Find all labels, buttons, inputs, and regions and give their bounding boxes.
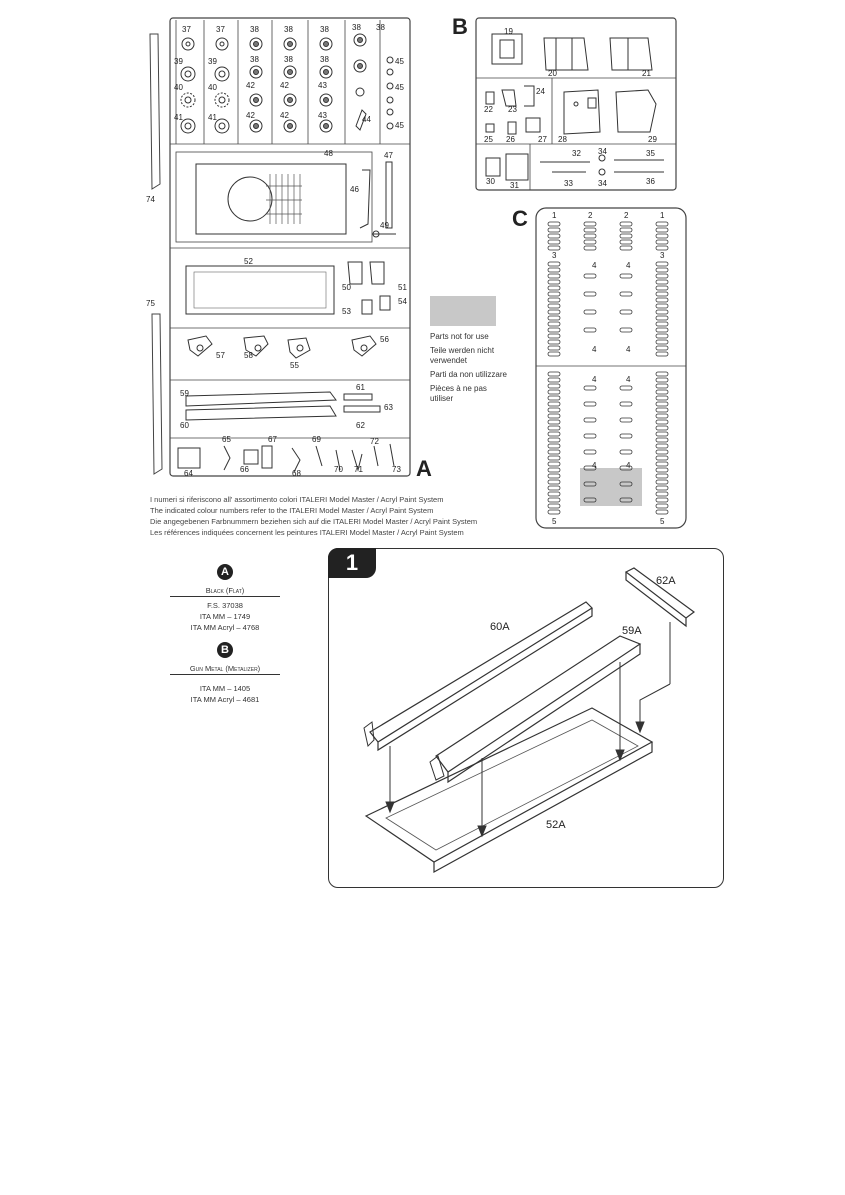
part-48: 48	[324, 149, 333, 158]
track-link	[548, 390, 560, 394]
track-link	[548, 246, 560, 250]
track-link	[656, 456, 668, 460]
track-link	[548, 222, 560, 226]
paint-b-acryl: ITA MM Acryl – 4681	[190, 695, 260, 704]
track-link	[620, 450, 632, 454]
track-link	[548, 480, 560, 484]
link-4-h: 4	[626, 461, 631, 470]
paint-b	[170, 642, 280, 705]
sprue-a-drawing	[140, 14, 440, 484]
track-link	[656, 384, 668, 388]
part-64: 64	[184, 469, 193, 478]
track-link	[620, 310, 632, 314]
track-link	[548, 298, 560, 302]
part-25: 25	[484, 135, 493, 144]
link-5-a: 5	[552, 517, 557, 526]
part-71: 71	[354, 465, 363, 474]
track-link	[656, 474, 668, 478]
step-number: 1	[328, 548, 376, 578]
part-30: 30	[486, 177, 495, 186]
track-link	[620, 234, 632, 238]
track-link	[548, 384, 560, 388]
part-38-b: 38	[284, 25, 293, 34]
not-for-use-swatch	[430, 296, 496, 326]
track-link	[548, 438, 560, 442]
link-2-b: 2	[624, 211, 629, 220]
part-43-a: 43	[318, 81, 327, 90]
track-link	[656, 432, 668, 436]
part-45-b: 45	[395, 83, 404, 92]
track-link	[656, 420, 668, 424]
track-link	[620, 240, 632, 244]
track-link	[656, 414, 668, 418]
part-57: 57	[216, 351, 225, 360]
part-38-c: 38	[320, 25, 329, 34]
part-68: 68	[292, 469, 301, 478]
track-link	[656, 450, 668, 454]
paint-a-badge: A	[217, 564, 233, 580]
track-link	[620, 434, 632, 438]
part-53: 53	[342, 307, 351, 316]
note-fr: Les références indiquées concernent les peintures ITALERI Model Master / Acryl Paint System	[150, 528, 464, 537]
track-link	[584, 402, 596, 406]
track-link	[620, 246, 632, 250]
track-link	[656, 268, 668, 272]
track-link	[656, 486, 668, 490]
part-31: 31	[510, 181, 519, 190]
track-link	[548, 322, 560, 326]
track-link	[548, 456, 560, 460]
part-42-b: 42	[280, 81, 289, 90]
sprue-c-drawing	[512, 206, 692, 532]
track-link	[656, 402, 668, 406]
track-link	[656, 280, 668, 284]
track-link	[548, 468, 560, 472]
track-link	[656, 378, 668, 382]
part-38-h: 38	[320, 55, 329, 64]
track-link	[656, 480, 668, 484]
legend-line-de1: Teile werden nicht	[430, 346, 495, 355]
link-3-a: 3	[552, 251, 557, 260]
part-38-f: 38	[250, 55, 259, 64]
part-46: 46	[350, 185, 359, 194]
part-36: 36	[646, 177, 655, 186]
part-39-b: 39	[208, 57, 217, 66]
part-44: 44	[362, 115, 371, 124]
not-for-use-shading	[580, 468, 642, 506]
part-55: 55	[290, 361, 299, 370]
track-link	[548, 408, 560, 412]
link-4-a: 4	[592, 261, 597, 270]
track-link	[548, 304, 560, 308]
track-link	[656, 462, 668, 466]
track-link	[656, 498, 668, 502]
link-1-b: 1	[660, 211, 665, 220]
part-73: 73	[392, 465, 401, 474]
part-45-a: 45	[395, 57, 404, 66]
part-43-b: 43	[318, 111, 327, 120]
track-link	[620, 222, 632, 226]
track-link	[548, 346, 560, 350]
part-38-g: 38	[284, 55, 293, 64]
track-link	[548, 228, 560, 232]
part-38-d: 38	[352, 23, 361, 32]
part-20: 20	[548, 69, 557, 78]
part-69: 69	[312, 435, 321, 444]
track-link	[548, 372, 560, 376]
track-link	[656, 468, 668, 472]
note-de: Die angegebenen Farbnummern beziehen sich auf die ITALERI Model Master / Acryl Paint System	[150, 517, 478, 526]
legend-text	[430, 332, 507, 404]
part-38-e: 38	[376, 23, 385, 32]
part-72: 72	[370, 437, 379, 446]
track-link	[548, 316, 560, 320]
track-link	[656, 328, 668, 332]
part-32: 32	[572, 149, 581, 158]
part-61: 61	[356, 383, 365, 392]
link-5-b: 5	[660, 517, 665, 526]
part-65: 65	[222, 435, 231, 444]
track-link	[656, 292, 668, 296]
track-link	[548, 262, 560, 266]
legend-line-it: Parti da non utilizzare	[430, 370, 507, 379]
track-link	[656, 492, 668, 496]
note-en: The indicated colour numbers refer to the ITALERI Model Master / Acryl Paint System	[150, 506, 434, 515]
sprue-b-label: B	[452, 14, 468, 39]
link-4-e: 4	[592, 375, 597, 384]
sprue-b-drawing	[452, 14, 682, 194]
track-link	[548, 402, 560, 406]
track-link	[548, 432, 560, 436]
track-link	[656, 274, 668, 278]
link-4-d: 4	[626, 345, 631, 354]
part-66: 66	[240, 465, 249, 474]
paint-b-mm: ITA MM – 1405	[199, 684, 251, 693]
track-link	[656, 262, 668, 266]
track-link	[584, 386, 596, 390]
part-45-c: 45	[395, 121, 404, 130]
link-1-a: 1	[552, 211, 557, 220]
track-link	[584, 234, 596, 238]
track-link	[548, 274, 560, 278]
part-70: 70	[334, 465, 343, 474]
track-link	[548, 268, 560, 272]
legend-line-fr1: Pièces à ne pas	[430, 384, 487, 393]
part-42-d: 42	[280, 111, 289, 120]
track-link	[620, 418, 632, 422]
part-37-a: 37	[182, 25, 191, 34]
part-19: 19	[504, 27, 513, 36]
track-link	[656, 372, 668, 376]
step-part-62: 62A	[656, 575, 676, 587]
part-63: 63	[384, 403, 393, 412]
part-74: 74	[146, 195, 155, 204]
track-link	[656, 352, 668, 356]
track-link	[548, 450, 560, 454]
track-link	[656, 228, 668, 232]
track-link	[656, 316, 668, 320]
track-link	[656, 340, 668, 344]
track-link	[656, 240, 668, 244]
track-link	[656, 246, 668, 250]
track-link	[584, 328, 596, 332]
track-link	[656, 234, 668, 238]
paint-b-badge: B	[217, 642, 233, 658]
track-link	[548, 310, 560, 314]
track-link	[548, 414, 560, 418]
part-39-a: 39	[174, 57, 183, 66]
legend-line-fr2: utiliser	[430, 394, 454, 403]
part-22: 22	[484, 105, 493, 114]
track-link	[548, 474, 560, 478]
track-link	[584, 450, 596, 454]
track-link	[548, 234, 560, 238]
paint-a-fs: F.S. 37038	[207, 601, 243, 610]
sprue-c-label: C	[512, 206, 528, 231]
track-link	[620, 292, 632, 296]
part-35: 35	[646, 149, 655, 158]
track-link	[584, 240, 596, 244]
part-29: 29	[648, 135, 657, 144]
track-link	[548, 334, 560, 338]
track-link	[656, 504, 668, 508]
paint-a	[170, 564, 280, 633]
part-41-a: 41	[174, 113, 183, 122]
step-part-60: 60A	[490, 621, 510, 633]
track-link	[656, 390, 668, 394]
track-link	[584, 222, 596, 226]
part-26: 26	[506, 135, 515, 144]
part-60: 60	[180, 421, 189, 430]
part-40-a: 40	[174, 83, 183, 92]
track-link	[656, 438, 668, 442]
part-42-c: 42	[246, 111, 255, 120]
step-1-drawing	[330, 550, 720, 884]
part-40-b: 40	[208, 83, 217, 92]
track-link	[584, 292, 596, 296]
track-link	[620, 386, 632, 390]
track-link	[584, 228, 596, 232]
step-part-59: 59A	[622, 625, 642, 637]
part-47: 47	[384, 151, 393, 160]
track-link	[548, 240, 560, 244]
track-link	[656, 396, 668, 400]
part-34-a: 34	[598, 147, 607, 156]
track-link	[584, 418, 596, 422]
link-2-a: 2	[588, 211, 593, 220]
part-54: 54	[398, 297, 407, 306]
track-link	[656, 408, 668, 412]
link-4-f: 4	[626, 375, 631, 384]
track-link	[548, 426, 560, 430]
track-link	[656, 222, 668, 226]
part-37-b: 37	[216, 25, 225, 34]
track-link	[548, 340, 560, 344]
paint-a-mm: ITA MM – 1749	[199, 612, 251, 621]
track-link	[548, 286, 560, 290]
part-41-b: 41	[208, 113, 217, 122]
part-51: 51	[398, 283, 407, 292]
track-link	[656, 322, 668, 326]
track-link	[548, 352, 560, 356]
part-33: 33	[564, 179, 573, 188]
track-link	[548, 486, 560, 490]
track-link	[656, 310, 668, 314]
track-link	[656, 304, 668, 308]
part-24: 24	[536, 87, 545, 96]
track-link	[548, 328, 560, 332]
part-38-a: 38	[250, 25, 259, 34]
part-42-a: 42	[246, 81, 255, 90]
sprue-a-label: A	[416, 456, 432, 481]
track-link	[584, 434, 596, 438]
part-56: 56	[380, 335, 389, 344]
track-link	[620, 274, 632, 278]
part-27: 27	[538, 135, 547, 144]
track-link	[656, 286, 668, 290]
track-link	[656, 334, 668, 338]
part-49: 49	[380, 221, 389, 230]
link-4-g: 4	[592, 461, 597, 470]
part-58: 58	[244, 351, 253, 360]
track-link	[548, 292, 560, 296]
part-62: 62	[356, 421, 365, 430]
track-link	[656, 298, 668, 302]
track-link	[656, 346, 668, 350]
link-4-c: 4	[592, 345, 597, 354]
paint-b-name: Gun Metal (Metalizer)	[170, 664, 280, 675]
paint-a-name: Black (Flat)	[170, 586, 280, 597]
track-link	[620, 402, 632, 406]
part-52: 52	[244, 257, 253, 266]
part-75: 75	[146, 299, 155, 308]
legend-line-de2: verwendet	[430, 356, 467, 365]
part-23: 23	[508, 105, 517, 114]
part-59: 59	[180, 389, 189, 398]
track-link	[584, 246, 596, 250]
link-4-b: 4	[626, 261, 631, 270]
paint-a-acryl: ITA MM Acryl – 4768	[190, 623, 260, 632]
part-28: 28	[558, 135, 567, 144]
part-34-b: 34	[598, 179, 607, 188]
part-21: 21	[642, 69, 651, 78]
track-link	[620, 328, 632, 332]
part-50: 50	[342, 283, 351, 292]
link-3-b: 3	[660, 251, 665, 260]
track-link	[548, 396, 560, 400]
track-link	[620, 228, 632, 232]
legend-line-en: Parts not for use	[430, 332, 489, 341]
track-link	[584, 310, 596, 314]
track-link	[656, 510, 668, 514]
track-link	[548, 462, 560, 466]
track-link	[656, 444, 668, 448]
note-it: I numeri si riferiscono all' assortimento colori ITALERI Model Master / Acryl Paint System	[150, 495, 444, 504]
step-part-52: 52A	[546, 819, 566, 831]
track-link	[548, 444, 560, 448]
paint-notes	[150, 494, 570, 538]
track-link	[548, 280, 560, 284]
track-link	[584, 274, 596, 278]
track-link	[548, 420, 560, 424]
part-67: 67	[268, 435, 277, 444]
track-link	[548, 378, 560, 382]
track-link	[656, 426, 668, 430]
